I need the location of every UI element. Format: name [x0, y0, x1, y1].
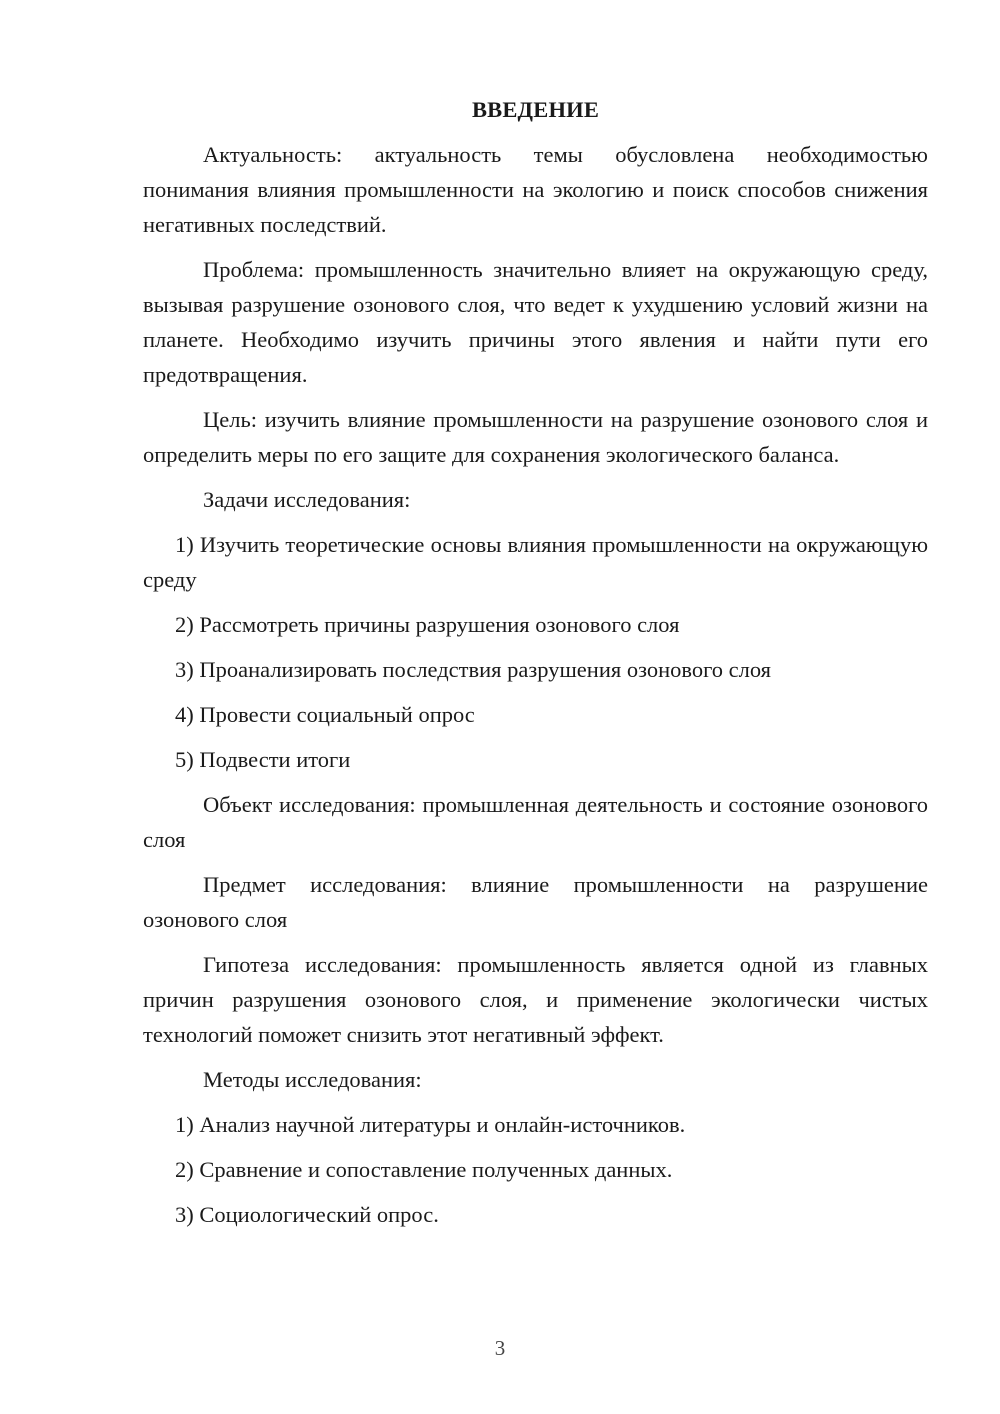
method-item: 2) Сравнение и сопоставление полученных данных. [175, 1157, 673, 1182]
task-item: 5) Подвести итоги [175, 747, 351, 772]
tasks-list [143, 527, 928, 777]
methods-heading: Методы исследования: [203, 1067, 422, 1092]
method-item: 1) Анализ научной литературы и онлайн-источников. [175, 1112, 686, 1137]
hypothesis-paragraph: Гипотеза исследования: промышленность является одной из главных причин разрушения озонового слоя, и применение экологически чистых технологий поможет снизить этот негативный эффект. [143, 952, 928, 1047]
task-item: 2) Рассмотреть причины разрушения озонового слоя [175, 612, 680, 637]
page-number: 3 [494, 1336, 506, 1360]
object-paragraph: Объект исследования: промышленная деятельность и состояние озонового слоя [143, 792, 928, 852]
problem-paragraph: Проблема: промышленность значительно влияет на окружающую среду, вызывая разрушение озонового слоя, что ведет к ухудшению условий жизни на планете. Необходимо изучить причины этого явления и найти пути его предотвращения. [143, 257, 928, 387]
document-page [143, 92, 928, 1242]
goal-paragraph: Цель: изучить влияние промышленности на разрушение озонового слоя и определить меры по его защите для сохранения экологического баланса. [143, 407, 928, 467]
methods-list [143, 1107, 928, 1232]
subject-paragraph: Предмет исследования: влияние промышленности на разрушение озонового слоя [143, 872, 928, 932]
method-item: 3) Социологический опрос. [175, 1202, 439, 1227]
section-title: ВВЕДЕНИЕ [471, 97, 600, 122]
task-item: 1) Изучить теоретические основы влияния промышленности на окружающую среду [143, 532, 928, 592]
relevance-paragraph: Актуальность: актуальность темы обусловлена необходимостью понимания влияния промышленности на экологию и поиск способов снижения негативных последствий. [143, 142, 928, 237]
task-item: 4) Провести социальный опрос [175, 702, 475, 727]
tasks-heading: Задачи исследования: [203, 487, 411, 512]
task-item: 3) Проанализировать последствия разрушения озонового слоя [175, 657, 772, 682]
